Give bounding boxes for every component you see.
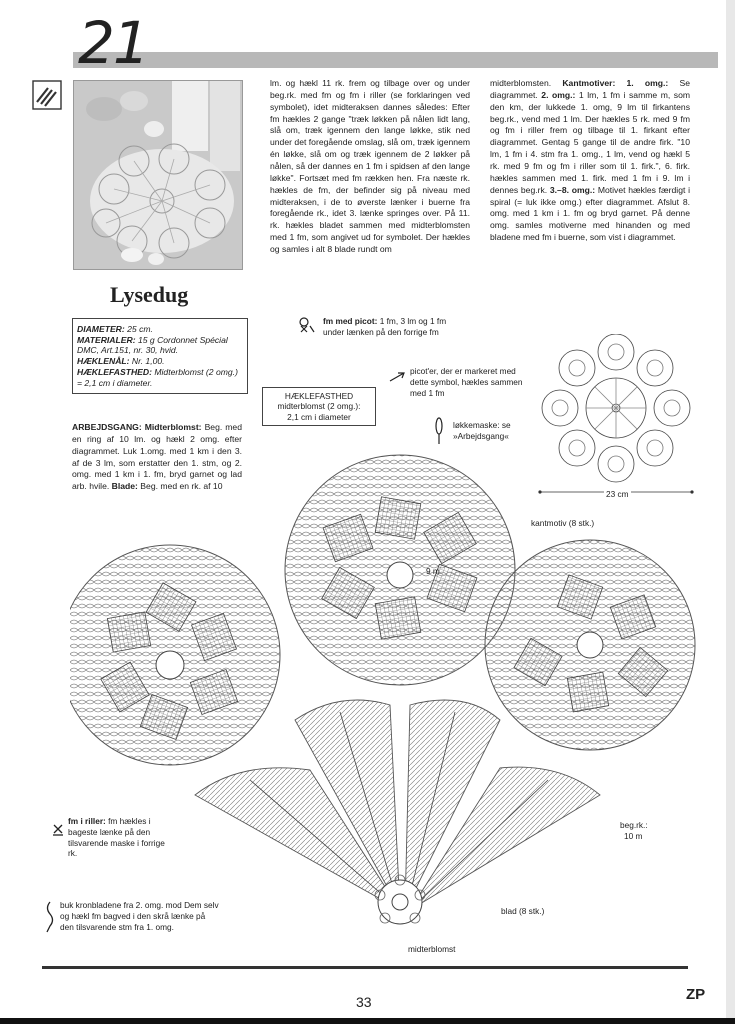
pattern-number: 21 bbox=[78, 9, 148, 77]
page-number: 33 bbox=[356, 994, 372, 1010]
legend-picot-marked: picot'er, der er markeret med dette symbol, hækles sammen med 1 fm bbox=[410, 366, 523, 398]
legend-loop: løkkemaske: se »Arbejdsgang« bbox=[453, 420, 511, 441]
legend-riller: fm i riller: fm hækles i bageste lænke på den tilsvarende maske i forrige rk. bbox=[68, 816, 165, 859]
pattern-title: Lysedug bbox=[110, 282, 189, 307]
materials-box bbox=[72, 318, 248, 394]
gauge-box: HÆKLEFASTHED midterblomst (2 omg.): 2,1 cm i diameter bbox=[262, 387, 376, 426]
page-edge-shadow bbox=[726, 0, 735, 1024]
work-instructions: ARBEJDSGANG: Midterblomst: Beg. med en ring af 10 lm. og hækl 2 omg. efter diagrammet. Luk 1.omg. med 1 km i den 3. af de 3 lm, som erstatter den 1. stm, og 2. omg. med 1 km i 1. fm, bryd garnet og lad arb. hvile. Blade: Beg. med en rk. af 10 bbox=[72, 422, 242, 492]
blad-label: blad (8 stk.) bbox=[501, 906, 545, 916]
footer-rule bbox=[42, 966, 688, 969]
corner-mark: ZP bbox=[686, 986, 706, 1003]
kantmotiv-label: kantmotiv (8 stk.) bbox=[531, 518, 595, 528]
left-motif bbox=[70, 545, 280, 765]
ten-m-label: 10 m bbox=[624, 831, 643, 841]
text-column-2: midterblomsten. Kantmotiver: 1. omg.: Se diagrammet. 2. omg.: 1 lm, 1 fm i samme m, som den km, der lukkede 1. omg, 9 lm til firkantens beg.rk., vend med 1 lm. Der hækles 5 rk. med 9 fm og fm i riller frem og tilbage til 1. firkant efter diagrammet. Gentag 5 gange til de andre firk. "10 lm, 1 fm i 4. stm fra 1. omg., 1 lm, vend og hækl 5 rk. med 9 fm og fm i riller som til 1. firk.", 6. firk. hækles sammen med 1. firk. med 1 fm i 9. lm i dennes beg.rk. 3.–8. omg.: Motivet hækles færdigt i spiral (= luk ikke omg.) efter diagrammet. Afslut 8. omg. med 1 km i 1. fm og bryd garnet. På denne omg. samles motiverne med hinanden og med bladene med fm i buerne, som vist i diagrammet. bbox=[490, 78, 691, 243]
right-motif bbox=[485, 540, 695, 750]
doily-photo bbox=[73, 80, 243, 270]
header-bar bbox=[73, 52, 718, 68]
needle-line: HÆKLENÅL: Nr. 1,00. bbox=[77, 356, 165, 367]
legend-buk: buk kronbladene fra 2. omg. mod Dem selv og hækl fm bagved i den skrå lænke på den tilsvarende stm fra 1. omg. bbox=[60, 900, 219, 932]
scissors-icon bbox=[32, 80, 62, 110]
material-line: MATERIALER: 15 g Cordonnet Spécial DMC, Art.151, nr. 30, hvid. bbox=[77, 334, 228, 356]
loop-stitch-icon bbox=[433, 416, 445, 446]
crochet-diagram bbox=[70, 450, 710, 950]
fold-symbol-icon bbox=[44, 900, 56, 936]
gauge-line: HÆKLEFASTHED: Midterblomst (2 omg.) = 2,1 cm i diameter. bbox=[77, 366, 238, 388]
scan-edge bbox=[0, 1018, 735, 1024]
nine-m-label: 9 m. bbox=[426, 566, 443, 576]
arrow-symbol-icon bbox=[388, 370, 408, 384]
diameter-line: DIAMETER: 25 cm. bbox=[77, 324, 153, 334]
text-column-1: lm. og hækl 11 rk. frem og tilbage over og under beg.rk. med fm og fm i riller (se forklaringen ved symbolet), idet midteraksen dannes således: Efter fm hækles 2 gange "træk løkken på nålen lidt lang, slå om, træk igennem den lange løkke, stik ned under det foregående omslag, slå om, træk igennem én løkke, slå om og træk igennem de 2 løkker på nålen, så der dannes en 1 fm i spidsen af den lange løkke". Fortsæt med fm rækken hen. Fra næste rk. hækles de fm, der befinder sig på niveau med midteraksen, i de to øverste lænker i buerne fra foregående rk., idet 3. lænke springes over. På 11. rk. hækles bladet sammen med midterblomsten med 1 fm, som angivet ud for symbolet. Der hækles og samles i alt 8 blade rundt om bbox=[270, 78, 470, 255]
riller-symbol-icon bbox=[52, 822, 64, 836]
legend-picot: fm med picot: 1 fm, 3 lm og 1 fm under lænken på den forrige fm bbox=[323, 316, 447, 337]
midterblomst-label: midterblomst bbox=[408, 944, 456, 954]
picot-symbol-icon bbox=[296, 316, 316, 334]
beg-rk-label: beg.rk.: bbox=[620, 820, 648, 830]
center-motif bbox=[285, 455, 515, 685]
size-label: 23 cm bbox=[606, 489, 629, 499]
